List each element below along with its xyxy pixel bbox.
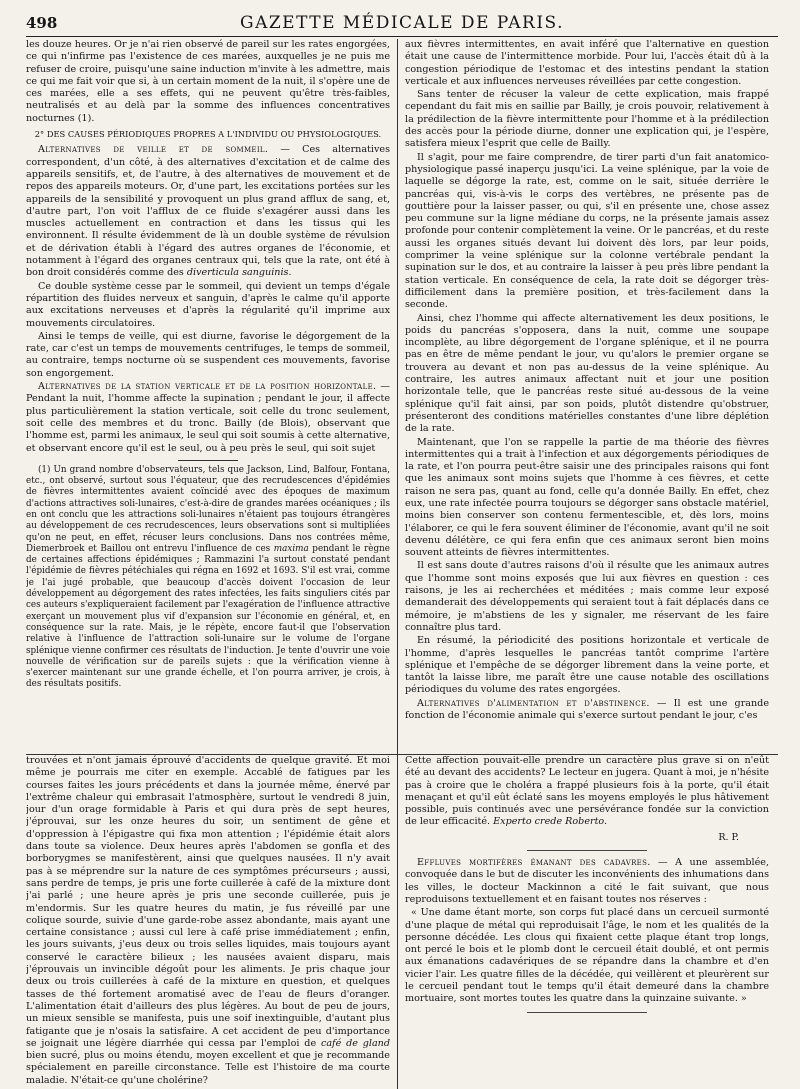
paragraph-text: trouvées et n'ont jamais éprouvé d'accidents de quelque gravité. Et moi même je pourrais me citer en exemple. Accablé de fatigues par les courses faites les jours précédents et dans la journée même, énervé par l'extrême chaleur qui embrasait l'atmosphère, surtout le vendredi 8 juin, jour d'un orage formidable à Paris et qui dura près de sept heures, j'éprouvai, sur les onze heures du soir, un sentiment de gêne et d'oppression à l'épigastre qui fixa mon attention ; l'épidémie était alors dans toute sa violence. Deux heures après l'abdomen se gonfla et des borborygmes se manifestèrent, ainsi que quelques nausées. Il n'y avait pas à se méprendre sur la nature de ces symptômes précurseurs ; aussi, sans perdre de temps, je pris une forte cuillerée à café de la mixture dont j'ai parlé ; une heure après je pris une seconde cuillerée, puis je m'endormis. Sur les quatre heures du matin, je fus réveillé par une colique sourde, suivie d'une garde-robe assez abondante, mais ayant une certaine consistance ; aussi cul lere à café prise immédiatement ; enfin, les jours suivants, j'eus deux ou trois selles liquides, mais toujours ayant conservé le caractère bilieux ; les nausées avaient disparu, mais j'éprouvais un invincible dégoût pour les aliments. Je pris chaque jour deux ou trois cuillerées à café de la mixture en question, et quelques tasses de thé fortement aromatisé avec de l'eau de fleurs d'oranger. L'alimentation était d'ailleurs des plus légères. Au bout de peu de jours, un mieux sensible se manifesta, puis une soif inextinguible, d'autant plus fatigante que je n'osais la satisfaire. A cet accident de peu d'importance se joignait une légère diarrhée qui cessa par l'emploi de	[26, 755, 390, 1049]
paragraph	[405, 698, 769, 723]
italic-term: Experto crede Roberto.	[493, 816, 608, 828]
paragraph: En résumé, la périodicité des positions horizontale et verticale de l'homme, d'après lesquelles le pancréas tantôt comprime l'artère splénique et l'empêche de se dégorger librement dans la veine porte, et tantôt la laisse libre, me paraît être une cause notable des oscillations périodiques du volume des rates engorgées.	[405, 635, 769, 696]
paragraph-text: Cette affection pouvait-elle prendre un caractère plus grave si on n'eût été au devant des accidents? Le lecteur en jugera. Quant à moi, je n'hésite pas à croire que le choléra a frappé plusieurs fois à la porte, qu'il était menaçant et qu'il eût éclaté sans les moyens employés le plus hâtivement possible, puis continués avec une persévérance fondée sur la conviction de leur efficacité.	[405, 755, 769, 828]
punct: .	[288, 267, 292, 279]
left-column	[26, 39, 397, 754]
paragraph: Ainsi le temps de veille, qui est diurne, favorise le dégorgement de la rate, car c'est un temps de mouvements centrifuges, le temps de sommeil, au contraire, temps nocturne où se suspendent ces mouvements, favorise son engorgement.	[26, 330, 390, 379]
footnote-separator	[178, 460, 238, 461]
footnote-text: (1) Un grand nombre d'observateurs, tels que Jackson, Lind, Balfour, Fontana, etc., ont observé, surtout sous l'équateur, que des recrudescences d'épidémies de fièvres intermittentes avaient coïncidé avec des époques de maximum d'actions attractives soli-lunaires, c'est-à-dire de grandes marées océaniques ; ils en ont conclu que les attractions soli-lunaires n'étaient pas toujours étrangères au développement de ces recrudescences, leurs observations sont si multipliées qu'on ne peut, en effet, récuser leurs conclusions. Dans nos contrées même, Diemerbroek et Baillou ont entrevu l'influence de ces	[26, 464, 390, 554]
lower-section	[26, 754, 778, 1089]
paragraph: Il est sans doute d'autres raisons d'où il résulte que les animaux autres que l'homme sont moins exposés que lui aux fièvres en question : ces raisons, je les ai recherchées et méditées ; mais comme leur exposé demanderait des développements qui seraient tout à fait déplacés dans ce mémoire, je m'abstiens de les y signaler, me réservant de les faire connaître plus tard.	[405, 560, 769, 633]
paragraph-text: — Il est une grande fonction de l'économie animale qui s'exerce surtout pendant le jour, c'es	[405, 697, 769, 722]
lower-right-column	[398, 755, 769, 1089]
paragraph: Ainsi, chez l'homme qui affecte alternativement les deux positions, le poids du pancréas s'opposera, dans la nuit, comme une soupape incomplète, au libre dégorgement de l'organe splénique, et il ne pourra pas en être de même pendant le jour, vu qu'alors le premier organe se trouvera au devant et non pas au-dessus de la veine splénique. Au contraire, les autres animaux affectant nuit et jour une position horizontale telle, que le pancréas reste situé au-dessous de la veine splénique qu'il fait ainsi, par son poids, plutôt distendre qu'obstruer, présenteront des conditions matérielles constantes d'une libre déplétion de la rate.	[405, 312, 769, 435]
paragraph-text: — A une assemblée, convoquée dans le but de discuter les inconvénients des inhumations dans les villes, le docteur Mackinnon a cité le fait suivant, que nous reproduisons textuellement et en faisant toutes nos réserves :	[405, 857, 769, 905]
footnote-text: pendant le règne de certaines affections épidémiques ; Rammazini l'a surtout constaté pendant l'épidémie de fièvres pétéchiales qui régna en 1692 et 1693. S'il est vrai, comme je l'ai jugé probable, que beaucoup d'accès doivent l'occasion de leur développement au dégorgement des rates infectées, les faits singuliers cités par ces auteurs s'expliqueraient facilement par l'exagération de l'influence attractive exerçant un mouvement plus vif d'expansion sur l'économie en général, et, en conséquence sur la rate. Mais, je le répète, encore faut-il que l'observation relative à l'influence de l'attraction soli-lunaire sur le volume de l'organe splénique vienne confirmer ces résultats de l'induction. Je tente d'ouvrir une voie nouvelle de vérification sur de pareils sujets : que la vérification vienne à s'exercer maintenant sur une grande échelle, et l'on pourra arriver, je crois, à des résultats positifs.	[26, 543, 391, 690]
paragraph: Maintenant, que l'on se rappelle la partie de ma théorie des fièvres intermittentes qui a trait à l'infection et aux dégorgements périodiques de la rate, et l'on pourra peut-être saisir une des principales raisons qui font que les animaux sont moins sujets que l'homme à ces fièvres, et cette raison ne sera pas, quant au fond, celle qu'a donnée Bailly. En effet, chez eux, une rate infectée pourra toujours se dégorger sans obstacle matériel, moins bien conserver son contenu fermentescible, et, dès lors, moins l'élaborer, ce qui le fera souvent éliminer de l'économie, avant qu'il ne soit devenu délétère, ce qui fera enfin que ces animaux seront bien moins souvent atteints de fièvres intermittentes.	[405, 436, 769, 559]
article-heading: Effluves mortifères émanant des cadavres.	[417, 857, 651, 869]
page-header	[26, 8, 778, 37]
footnote	[26, 465, 390, 691]
italic-term: diverticula sanguinis	[186, 267, 289, 279]
journal-title: GAZETTE MÉDICALE DE PARIS.	[240, 13, 564, 33]
paragraph-text: — Ces alternatives correspondent, d'un côté, à des alternatives d'excitation et de calme des appareils sensitifs, et, de l'autre, à des alternatives de mouvement et de repos des appareils moteurs. Or, d'une part, les excitations portées sur les appareils de la sensibilité y provoquent un plus grand afflux de sang, et, d'autre part, l'on voit l'afflux de ce fluide s'exagérer aussi dans les muscles actuellement en contraction et dans les tissus qui les environnent. Il résulte évidemment de là un double système de révulsion et de dérivation établi à l'égard des autres organes de l'économie, et notamment à l'égard des organes centraux qui, tels que la rate, ont été à bon droit considérés comme des	[26, 144, 390, 279]
article-separator	[527, 1012, 647, 1013]
italic-term: maxima	[273, 543, 309, 554]
subsection-heading: Alternatives de la station verticale et de la position horizontale.	[38, 381, 377, 393]
paragraph: aux fièvres intermittentes, en avait inféré que l'alternative en question était une cause de l'intermittence morbide. Pour lui, l'accès était dû à la congestion périodique de l'estomac et des intestins pendant la station verticale et aux influences nerveuses réveillées par cette congestion.	[405, 39, 769, 87]
page-number: 498	[26, 14, 58, 32]
paragraph-text: bien sucré, plus ou moins étendu, moyen excellent et que je recommande spécialement en pareille circonstance. Telle est l'histoire de ma courte maladie. N'était-ce qu'une cholérine?	[26, 1050, 390, 1086]
section-title: 2° DES CAUSES PÉRIODIQUES PROPRES A L'INDIVIDU OU PHYSIOLOGIQUES.	[34, 129, 382, 140]
subsection-heading: Alternatives d'alimentation et d'abstinence.	[417, 697, 650, 709]
paragraph	[405, 755, 769, 829]
paragraph: Il s'agit, pour me faire comprendre, de tirer parti d'un fait anatomico-physiologique passé inaperçu jusqu'ici. La veine splénique, par la voie de laquelle se dégorge la rate, est, comme on le sait, située derrière le pancréas qui, vis-à-vis le corps des vertèbres, ne présente pas de gouttière pour la laisser passer, ou qui, s'il en présente une, chose assez peu commune sur la ligne médiane du corps, ne la présente jamais assez profonde pour contenir complètement la veine. Or le pancréas, et du reste aussi les organes situés devant lui doivent dès lors, par leur poids, comprimer la veine splénique sur la colonne vertébrale pendant la supination sur le dos, et au contraire la laisser à peu près libre pendant la station verticale. En conséquence de cela, la rate doit se dégorger très-difficilement dans la première position, et très-facilement dans la seconde.	[405, 151, 769, 311]
subsection-heading: Alternatives de veille et de sommeil.	[38, 144, 269, 156]
paragraph	[26, 144, 390, 279]
paragraph: Ce double système cesse par le sommeil, qui devient un temps d'égale répartition des fluides nerveux et sanguin, d'après le calme qu'il apporte aux excitations nerveuses et d'après la régularité qu'il imprime aux mouvements circulatoires.	[26, 280, 390, 329]
paragraph	[26, 755, 390, 1087]
paragraph	[26, 381, 390, 455]
article-separator	[527, 850, 647, 851]
signature: R. P.	[718, 831, 739, 843]
paragraph: Sans tenter de récuser la valeur de cette explication, mais frappé cependant du fait mis en saillie par Bailly, je crois pouvoir, relativement à la prédilection de la fièvre intermittente pour l'homme et à la prédilection des accès pour la période diurne, donner une explication qui, je l'espère, satisfera mieux l'esprit que celle de Bailly.	[405, 89, 769, 150]
upper-section	[26, 39, 778, 754]
paragraph: les douze heures. Or je n'ai rien observé de pareil sur les rates engorgées, ce qui n'infirme pas l'existence de ces marées, auxquelles je ne puis me refuser de croire, puisqu'une saine induction m'invite à les admettre, mais ce qui me fait voir que si, à un certain moment de la nuit, il s'opère une de ces marées, elle a ses effets, qui ne peuvent qu'être très-faibles, neutralisés et au delà par la somme des influences concentratives nocturnes (1).	[26, 39, 390, 124]
paragraph-text: — Pendant la nuit, l'homme affecte la supination ; pendant le jour, il affecte plus particulièrement la station verticale, soit celle du tronc seulement, soit celle des membres et du tronc. Bailly (de Blois), observant que l'homme est, parmi les animaux, le seul qui soit soumis à cette alternative, et observant encore qu'il est le seul, ou à peu près le seul, qui soit sujet	[26, 381, 390, 454]
lower-left-column	[26, 755, 397, 1089]
italic-term: café de gland	[320, 1037, 390, 1049]
right-column	[398, 39, 769, 754]
paragraph	[405, 857, 769, 906]
quotation: « Une dame étant morte, son corps fut placé dans un cercueil surmonté d'une plaque de métal qui reproduisait l'âge, le nom et les qualités de la personne décédée. Les clous qui fixaient cette plaque étant trop longs, ont percé le bois et le plomb dont le cercueil était doublé, et ont permis aux émanations cadavériques de se répandre dans la chambre et d'en vicier l'air. Les quatre filles de la décédée, qui veillèrent et pleurèrent sur le cercueil pendant tout le temps qu'il était demeuré dans la chambre mortuaire, sont mortes toutes les quatre dans la quinzaine suivante. »	[405, 907, 769, 1005]
